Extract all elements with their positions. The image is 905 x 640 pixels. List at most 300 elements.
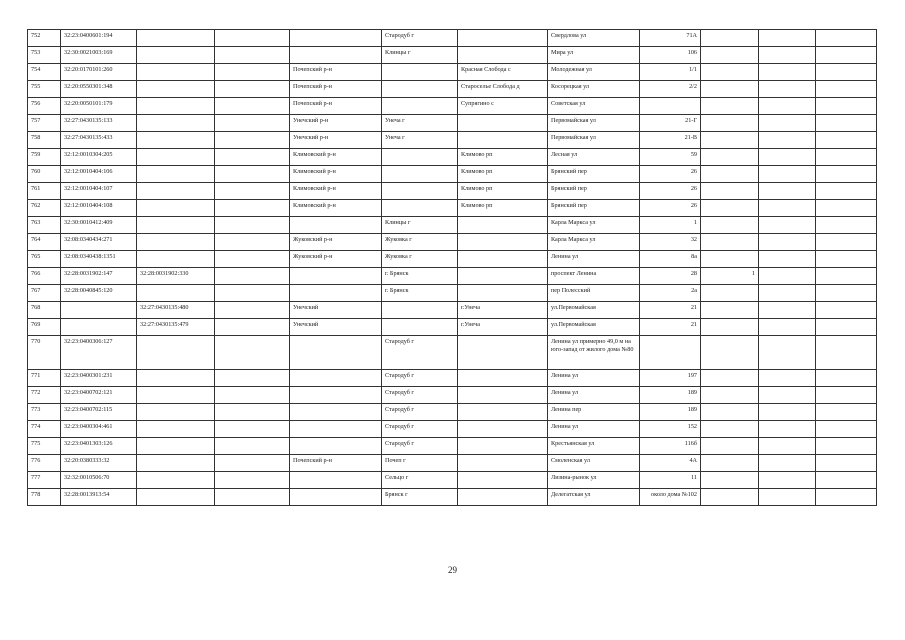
empty-cell bbox=[759, 115, 816, 132]
empty-cell bbox=[816, 98, 877, 115]
cadastral-number bbox=[61, 319, 137, 336]
house-number bbox=[640, 98, 701, 115]
district: Жуковский р-н bbox=[290, 234, 382, 251]
house-number: 197 bbox=[640, 370, 701, 387]
settlement bbox=[458, 336, 548, 370]
row-number: 756 bbox=[28, 98, 61, 115]
empty-cell bbox=[215, 47, 290, 64]
empty-cell bbox=[215, 64, 290, 81]
settlement: Староселье Слобода д bbox=[458, 81, 548, 98]
cadastral-number-2 bbox=[137, 166, 215, 183]
cadastral-number: 32:28:0013913:54 bbox=[61, 489, 137, 506]
extra bbox=[701, 472, 759, 489]
empty-cell bbox=[816, 47, 877, 64]
table-row bbox=[28, 251, 877, 268]
empty-cell bbox=[215, 30, 290, 47]
cadastral-number-2 bbox=[137, 234, 215, 251]
district: Почепский р-н bbox=[290, 455, 382, 472]
table-row bbox=[28, 149, 877, 166]
city bbox=[382, 166, 458, 183]
empty-cell bbox=[816, 149, 877, 166]
street: Первомайская ул bbox=[548, 132, 640, 149]
house-number: 26 bbox=[640, 183, 701, 200]
table-row bbox=[28, 217, 877, 234]
empty-cell bbox=[759, 268, 816, 285]
empty-cell bbox=[215, 319, 290, 336]
settlement: г.Унеча bbox=[458, 302, 548, 319]
house-number: 1/1 bbox=[640, 64, 701, 81]
extra bbox=[701, 166, 759, 183]
empty-cell bbox=[816, 183, 877, 200]
empty-cell bbox=[215, 489, 290, 506]
city: Стародуб г bbox=[382, 421, 458, 438]
row-number: 768 bbox=[28, 302, 61, 319]
street: Первомайская ул bbox=[548, 115, 640, 132]
city: Стародуб г bbox=[382, 370, 458, 387]
district bbox=[290, 268, 382, 285]
house-number: 28 bbox=[640, 268, 701, 285]
empty-cell bbox=[215, 336, 290, 370]
empty-cell bbox=[759, 64, 816, 81]
street: проспект Ленина bbox=[548, 268, 640, 285]
city: Стародуб г bbox=[382, 404, 458, 421]
empty-cell bbox=[816, 404, 877, 421]
table-row bbox=[28, 455, 877, 472]
extra bbox=[701, 404, 759, 421]
cadastral-number-2 bbox=[137, 47, 215, 64]
street: Делегатская ул bbox=[548, 489, 640, 506]
table-row bbox=[28, 421, 877, 438]
district: Климовский р-н bbox=[290, 200, 382, 217]
table-row bbox=[28, 387, 877, 404]
settlement bbox=[458, 115, 548, 132]
empty-cell bbox=[816, 387, 877, 404]
cadastral-number-2 bbox=[137, 81, 215, 98]
empty-cell bbox=[215, 81, 290, 98]
row-number: 777 bbox=[28, 472, 61, 489]
empty-cell bbox=[816, 438, 877, 455]
cadastral-number-2 bbox=[137, 183, 215, 200]
empty-cell bbox=[215, 455, 290, 472]
empty-cell bbox=[215, 404, 290, 421]
street: Советская ул bbox=[548, 98, 640, 115]
empty-cell bbox=[215, 200, 290, 217]
row-number: 762 bbox=[28, 200, 61, 217]
city: Стародуб г bbox=[382, 336, 458, 370]
empty-cell bbox=[759, 132, 816, 149]
cadastral-number: 32:12:0010304:205 bbox=[61, 149, 137, 166]
cadastral-number-2 bbox=[137, 472, 215, 489]
house-number: 71А bbox=[640, 30, 701, 47]
house-number: 26 bbox=[640, 200, 701, 217]
house-number: 4А bbox=[640, 455, 701, 472]
table-row bbox=[28, 166, 877, 183]
city bbox=[382, 81, 458, 98]
settlement bbox=[458, 489, 548, 506]
empty-cell bbox=[759, 455, 816, 472]
table-row bbox=[28, 336, 877, 370]
extra bbox=[701, 183, 759, 200]
extra bbox=[701, 370, 759, 387]
city: г. Брянск bbox=[382, 285, 458, 302]
table-row bbox=[28, 200, 877, 217]
table-row bbox=[28, 115, 877, 132]
table-row bbox=[28, 319, 877, 336]
table-row bbox=[28, 30, 877, 47]
empty-cell bbox=[759, 336, 816, 370]
empty-cell bbox=[759, 251, 816, 268]
empty-cell bbox=[816, 370, 877, 387]
house-number: 32 bbox=[640, 234, 701, 251]
district: Климовский р-н bbox=[290, 166, 382, 183]
empty-cell bbox=[816, 64, 877, 81]
row-number: 761 bbox=[28, 183, 61, 200]
empty-cell bbox=[215, 98, 290, 115]
street: Косорецкая ул bbox=[548, 81, 640, 98]
empty-cell bbox=[759, 98, 816, 115]
district: Почепский р-н bbox=[290, 64, 382, 81]
cadastral-number: 32:12:0010404:107 bbox=[61, 183, 137, 200]
house-number: 116б bbox=[640, 438, 701, 455]
street: Ленина ул bbox=[548, 251, 640, 268]
empty-cell bbox=[759, 81, 816, 98]
house-number: 2а bbox=[640, 285, 701, 302]
row-number: 775 bbox=[28, 438, 61, 455]
empty-cell bbox=[215, 268, 290, 285]
row-number: 755 bbox=[28, 81, 61, 98]
row-number: 758 bbox=[28, 132, 61, 149]
extra bbox=[701, 30, 759, 47]
cadastral-number-2 bbox=[137, 421, 215, 438]
cadastral-number-2 bbox=[137, 30, 215, 47]
empty-cell bbox=[759, 183, 816, 200]
cadastral-number: 32:27:0430135:133 bbox=[61, 115, 137, 132]
cadastral-number-2 bbox=[137, 387, 215, 404]
district: Жуковский р-н bbox=[290, 251, 382, 268]
empty-cell bbox=[759, 234, 816, 251]
cadastral-number-2 bbox=[137, 455, 215, 472]
cadastral-number: 32:08:0340438:1351 bbox=[61, 251, 137, 268]
empty-cell bbox=[215, 115, 290, 132]
cadastral-number-2 bbox=[137, 132, 215, 149]
row-number: 763 bbox=[28, 217, 61, 234]
empty-cell bbox=[816, 336, 877, 370]
city bbox=[382, 64, 458, 81]
extra bbox=[701, 438, 759, 455]
row-number: 760 bbox=[28, 166, 61, 183]
table-row bbox=[28, 132, 877, 149]
table-row bbox=[28, 302, 877, 319]
cadastral-number-2 bbox=[137, 149, 215, 166]
settlement bbox=[458, 30, 548, 47]
empty-cell bbox=[759, 166, 816, 183]
extra bbox=[701, 132, 759, 149]
empty-cell bbox=[215, 251, 290, 268]
cadastral-number: 32:23:0400306:127 bbox=[61, 336, 137, 370]
city: Жуковка г bbox=[382, 251, 458, 268]
settlement bbox=[458, 132, 548, 149]
table-row bbox=[28, 183, 877, 200]
city: Унеча г bbox=[382, 132, 458, 149]
empty-cell bbox=[215, 421, 290, 438]
table-row bbox=[28, 47, 877, 64]
district bbox=[290, 285, 382, 302]
cadastral-number: 32:20:0170101:260 bbox=[61, 64, 137, 81]
empty-cell bbox=[759, 285, 816, 302]
street: пер Полесский bbox=[548, 285, 640, 302]
empty-cell bbox=[816, 234, 877, 251]
city: Клинцы г bbox=[382, 47, 458, 64]
empty-cell bbox=[215, 217, 290, 234]
cadastral-number-2 bbox=[137, 115, 215, 132]
district bbox=[290, 47, 382, 64]
extra: 1 bbox=[701, 268, 759, 285]
empty-cell bbox=[759, 404, 816, 421]
district: Унечский bbox=[290, 319, 382, 336]
empty-cell bbox=[215, 132, 290, 149]
row-number: 774 bbox=[28, 421, 61, 438]
row-number: 769 bbox=[28, 319, 61, 336]
row-number: 766 bbox=[28, 268, 61, 285]
house-number: 11 bbox=[640, 472, 701, 489]
cadastral-number: 32:23:0400301:231 bbox=[61, 370, 137, 387]
city bbox=[382, 200, 458, 217]
settlement bbox=[458, 217, 548, 234]
house-number: 8а bbox=[640, 251, 701, 268]
street: Молодежная ул bbox=[548, 64, 640, 81]
row-number: 772 bbox=[28, 387, 61, 404]
extra bbox=[701, 47, 759, 64]
house-number: около дома №102 bbox=[640, 489, 701, 506]
settlement bbox=[458, 455, 548, 472]
cadastral-number-2 bbox=[137, 64, 215, 81]
house-number: 189 bbox=[640, 387, 701, 404]
street: Ленина ул bbox=[548, 387, 640, 404]
cadastral-number: 32:30:0021003:169 bbox=[61, 47, 137, 64]
extra bbox=[701, 217, 759, 234]
cadastral-number-2 bbox=[137, 438, 215, 455]
district bbox=[290, 472, 382, 489]
settlement bbox=[458, 438, 548, 455]
cadastral-number-2: 32:27:0430135:479 bbox=[137, 319, 215, 336]
cadastral-number-2 bbox=[137, 370, 215, 387]
street: Ленина ул примерно 49,0 м на юго-запад от жилого дома №80 bbox=[548, 336, 640, 370]
table-row bbox=[28, 285, 877, 302]
empty-cell bbox=[759, 319, 816, 336]
district bbox=[290, 336, 382, 370]
row-number: 770 bbox=[28, 336, 61, 370]
empty-cell bbox=[759, 489, 816, 506]
empty-cell bbox=[816, 166, 877, 183]
cadastral-number: 32:20:0050101:179 bbox=[61, 98, 137, 115]
extra bbox=[701, 302, 759, 319]
cadastral-number: 32:23:0401303:126 bbox=[61, 438, 137, 455]
table-row bbox=[28, 404, 877, 421]
city: Сельцо г bbox=[382, 472, 458, 489]
extra bbox=[701, 98, 759, 115]
empty-cell bbox=[215, 234, 290, 251]
cadastral-number: 32:12:0010404:106 bbox=[61, 166, 137, 183]
row-number: 765 bbox=[28, 251, 61, 268]
extra bbox=[701, 489, 759, 506]
house-number: 2/2 bbox=[640, 81, 701, 98]
settlement: Супрягино с bbox=[458, 98, 548, 115]
settlement bbox=[458, 285, 548, 302]
settlement bbox=[458, 370, 548, 387]
extra bbox=[701, 234, 759, 251]
empty-cell bbox=[816, 319, 877, 336]
cadastral-number: 32:23:0400304:461 bbox=[61, 421, 137, 438]
city bbox=[382, 183, 458, 200]
cadastral-number: 32:27:0430135:433 bbox=[61, 132, 137, 149]
empty-cell bbox=[215, 285, 290, 302]
settlement: Красная Слобода с bbox=[458, 64, 548, 81]
empty-cell bbox=[816, 489, 877, 506]
empty-cell bbox=[759, 302, 816, 319]
table-row bbox=[28, 438, 877, 455]
empty-cell bbox=[816, 30, 877, 47]
city: Жуковка г bbox=[382, 234, 458, 251]
empty-cell bbox=[759, 421, 816, 438]
cadastral-number: 32:28:0040845:120 bbox=[61, 285, 137, 302]
street: Брянский пер bbox=[548, 183, 640, 200]
street: Лесная ул bbox=[548, 149, 640, 166]
city: Клинцы г bbox=[382, 217, 458, 234]
street: Брянский пер bbox=[548, 200, 640, 217]
cadastral-number: 32:30:0010412:409 bbox=[61, 217, 137, 234]
street: Свердлова ул bbox=[548, 30, 640, 47]
cadastral-number: 32:23:0400702:115 bbox=[61, 404, 137, 421]
page-number: 29 bbox=[448, 565, 457, 575]
table-row bbox=[28, 472, 877, 489]
row-number: 776 bbox=[28, 455, 61, 472]
extra bbox=[701, 149, 759, 166]
city bbox=[382, 302, 458, 319]
cadastral-number-2 bbox=[137, 489, 215, 506]
table-row bbox=[28, 370, 877, 387]
empty-cell bbox=[759, 370, 816, 387]
empty-cell bbox=[215, 472, 290, 489]
city: Унеча г bbox=[382, 115, 458, 132]
row-number: 771 bbox=[28, 370, 61, 387]
settlement bbox=[458, 47, 548, 64]
city bbox=[382, 98, 458, 115]
empty-cell bbox=[816, 421, 877, 438]
cadastral-number-2 bbox=[137, 217, 215, 234]
settlement bbox=[458, 234, 548, 251]
empty-cell bbox=[816, 302, 877, 319]
empty-cell bbox=[215, 387, 290, 404]
street: Карла Маркса ул bbox=[548, 234, 640, 251]
empty-cell bbox=[759, 30, 816, 47]
cadastral-number: 32:08:0340434:271 bbox=[61, 234, 137, 251]
row-number: 759 bbox=[28, 149, 61, 166]
row-number: 778 bbox=[28, 489, 61, 506]
district bbox=[290, 217, 382, 234]
cadastral-number: 32:20:0380333:32 bbox=[61, 455, 137, 472]
street: ул.Первомайская bbox=[548, 319, 640, 336]
settlement: Климово рп bbox=[458, 183, 548, 200]
settlement: Климово рп bbox=[458, 149, 548, 166]
cadastral-number: 32:23:0400601:194 bbox=[61, 30, 137, 47]
house-number: 106 bbox=[640, 47, 701, 64]
street: Ленина ул bbox=[548, 370, 640, 387]
extra bbox=[701, 251, 759, 268]
street: ул.Первомайская bbox=[548, 302, 640, 319]
extra bbox=[701, 115, 759, 132]
empty-cell bbox=[816, 81, 877, 98]
street: Крестьянская ул bbox=[548, 438, 640, 455]
cadastral-number: 32:12:0010404:108 bbox=[61, 200, 137, 217]
city: г. Брянск bbox=[382, 268, 458, 285]
empty-cell bbox=[759, 472, 816, 489]
district: Унечский bbox=[290, 302, 382, 319]
street: Ленина ул bbox=[548, 421, 640, 438]
extra bbox=[701, 421, 759, 438]
empty-cell bbox=[215, 149, 290, 166]
district: Климовский р-н bbox=[290, 183, 382, 200]
settlement bbox=[458, 387, 548, 404]
table-row bbox=[28, 234, 877, 251]
cadastral-number-2 bbox=[137, 200, 215, 217]
settlement: г.Унеча bbox=[458, 319, 548, 336]
settlement bbox=[458, 421, 548, 438]
extra bbox=[701, 81, 759, 98]
district: Почепский р-н bbox=[290, 98, 382, 115]
settlement: Климово рп bbox=[458, 200, 548, 217]
city bbox=[382, 149, 458, 166]
cadastral-number-2 bbox=[137, 251, 215, 268]
house-number: 59 bbox=[640, 149, 701, 166]
district bbox=[290, 370, 382, 387]
empty-cell bbox=[759, 149, 816, 166]
empty-cell bbox=[816, 285, 877, 302]
empty-cell bbox=[759, 217, 816, 234]
empty-cell bbox=[816, 132, 877, 149]
table-row bbox=[28, 81, 877, 98]
extra bbox=[701, 455, 759, 472]
city: Стародуб г bbox=[382, 387, 458, 404]
extra bbox=[701, 200, 759, 217]
district bbox=[290, 489, 382, 506]
cadastral-number-2: 32:27:0430135:480 bbox=[137, 302, 215, 319]
house-number: 21-Г bbox=[640, 115, 701, 132]
street: Лизина-рынок ул bbox=[548, 472, 640, 489]
street: Ленина пер bbox=[548, 404, 640, 421]
settlement bbox=[458, 404, 548, 421]
city: Стародуб г bbox=[382, 30, 458, 47]
house-number: 21-В bbox=[640, 132, 701, 149]
empty-cell bbox=[816, 251, 877, 268]
table-row bbox=[28, 64, 877, 81]
empty-cell bbox=[816, 472, 877, 489]
city: Брянск г bbox=[382, 489, 458, 506]
district: Почепский р-н bbox=[290, 81, 382, 98]
extra bbox=[701, 285, 759, 302]
cadastral-number: 32:23:0400702:121 bbox=[61, 387, 137, 404]
extra bbox=[701, 387, 759, 404]
empty-cell bbox=[759, 200, 816, 217]
street: Мира ул bbox=[548, 47, 640, 64]
cadastral-number-2 bbox=[137, 336, 215, 370]
city: Стародуб г bbox=[382, 438, 458, 455]
empty-cell bbox=[215, 438, 290, 455]
cadastral-number bbox=[61, 302, 137, 319]
house-number: 21 bbox=[640, 302, 701, 319]
street: Смоленская ул bbox=[548, 455, 640, 472]
settlement bbox=[458, 251, 548, 268]
district: Унечский р-н bbox=[290, 115, 382, 132]
